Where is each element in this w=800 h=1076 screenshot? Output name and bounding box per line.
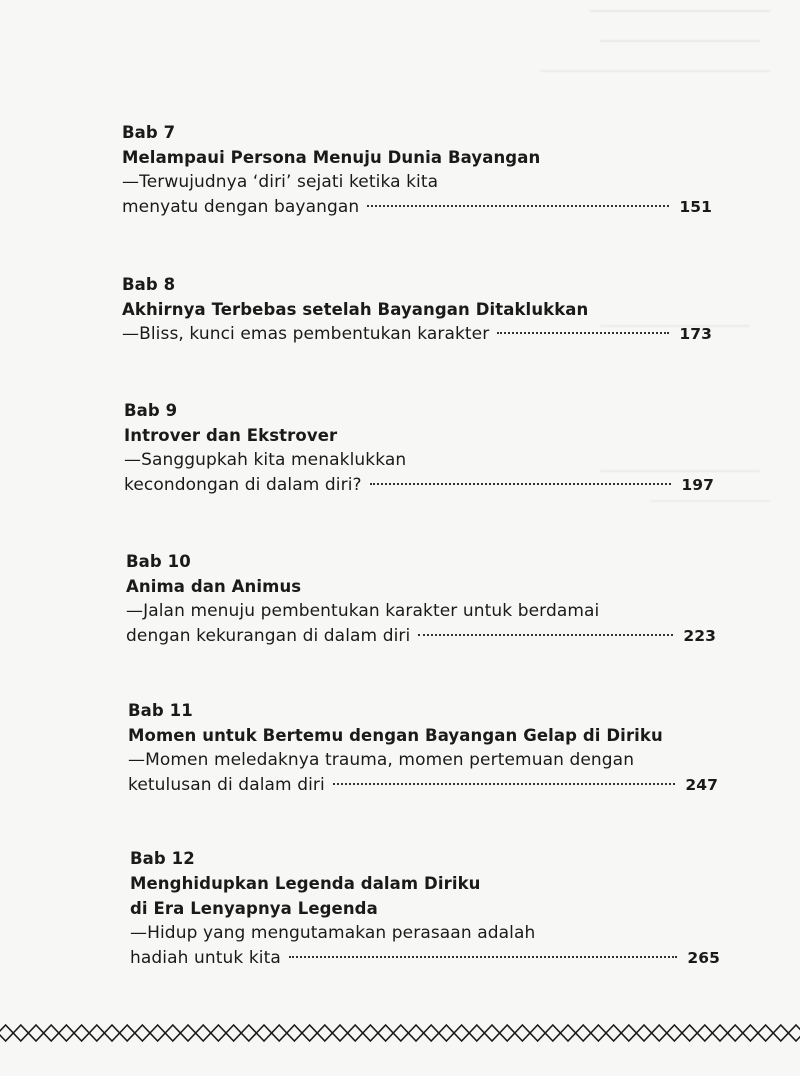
chapter-label: Bab 11 (128, 701, 193, 720)
border-diamond (332, 1025, 347, 1041)
border-diamond (758, 1025, 773, 1041)
chapter-description-end: menyatu dengan bayangan (122, 197, 360, 217)
border-diamond (74, 1025, 89, 1041)
chapter-title: Introver dan Ekstrover (124, 426, 338, 445)
border-diamond (196, 1025, 211, 1041)
bleed-through-mark (590, 10, 770, 22)
border-diamond (44, 1025, 59, 1041)
chapter-title-continued: di Era Lenyapnya Legenda (130, 899, 378, 918)
page-number: 173 (679, 325, 712, 343)
border-diamond (165, 1025, 180, 1041)
border-diamond (59, 1025, 74, 1041)
bleed-through-mark (540, 70, 770, 82)
border-diamond (743, 1025, 758, 1041)
border-diamond (135, 1025, 150, 1041)
chapter-description: —Jalan menuju pembentukan karakter untuk berdamai (126, 601, 600, 621)
chapter-description-end: —Bliss, kunci emas pembentukan karakter (122, 324, 490, 344)
chapter-label: Bab 7 (122, 123, 176, 142)
toc-entry-bab-10 (126, 549, 716, 649)
toc-line-with-page (130, 946, 720, 971)
border-diamond (606, 1025, 621, 1041)
chapter-label: Bab 12 (130, 849, 195, 868)
chapter-description: —Momen meledaknya trauma, momen pertemuan dengan (128, 750, 635, 770)
border-diamond (226, 1025, 241, 1041)
toc-entry-bab-8 (122, 272, 712, 347)
dot-leader (367, 205, 669, 207)
chapter-description-end: hadiah untuk kita (130, 948, 281, 968)
chapter-label: Bab 8 (122, 275, 176, 294)
chapter-description-end: ketulusan di dalam diri (128, 775, 325, 795)
border-diamond (408, 1025, 423, 1041)
border-diamond (89, 1025, 104, 1041)
border-diamond (530, 1025, 545, 1041)
zigzag-diamond-border-icon (0, 1022, 800, 1044)
border-diamond (728, 1025, 743, 1041)
border-diamond (393, 1025, 408, 1041)
toc-line-with-page (128, 773, 718, 798)
border-diamond (515, 1025, 530, 1041)
border-diamond (576, 1025, 591, 1041)
border-diamond (424, 1025, 439, 1041)
border-diamond (317, 1025, 332, 1041)
border-diamond (621, 1025, 636, 1041)
border-diamond (104, 1025, 119, 1041)
border-diamond (712, 1025, 727, 1041)
border-diamond (484, 1025, 499, 1041)
border-diamond (348, 1025, 363, 1041)
toc-entry-bab-7 (122, 120, 712, 220)
border-diamond (256, 1025, 271, 1041)
toc-line-with-page (122, 322, 712, 347)
border-diamond (13, 1025, 28, 1041)
border-diamond (150, 1025, 165, 1041)
toc-line-with-page (124, 473, 714, 498)
border-diamond (469, 1025, 484, 1041)
border-diamond (682, 1025, 697, 1041)
toc-line-with-page (126, 624, 716, 649)
page-number: 247 (685, 776, 718, 794)
border-diamond (211, 1025, 226, 1041)
dot-leader (418, 634, 673, 636)
dot-leader (497, 332, 669, 334)
border-diamond (287, 1025, 302, 1041)
border-diamond (500, 1025, 515, 1041)
border-diamond (454, 1025, 469, 1041)
toc-entry-bab-12 (130, 846, 720, 971)
chapter-title: Anima dan Animus (126, 577, 302, 596)
dot-leader (333, 783, 675, 785)
chapter-label: Bab 9 (124, 401, 178, 420)
page-number: 197 (681, 476, 714, 494)
chapter-description: —Sanggupkah kita menaklukkan (124, 450, 407, 470)
toc-entry-bab-9 (124, 398, 714, 498)
border-diamond (302, 1025, 317, 1041)
page-number: 223 (683, 627, 716, 645)
page-number: 151 (679, 198, 712, 216)
chapter-title: Momen untuk Bertemu dengan Bayangan Gelap di Diriku (128, 726, 663, 745)
border-diamond (667, 1025, 682, 1041)
page-number: 265 (687, 949, 720, 967)
border-diamond (652, 1025, 667, 1041)
chapter-label: Bab 10 (126, 552, 191, 571)
chapter-description: —Terwujudnya ‘diri’ sejati ketika kita (122, 172, 439, 192)
border-diamond (697, 1025, 712, 1041)
border-diamond (560, 1025, 575, 1041)
bleed-through-mark (650, 500, 770, 512)
chapter-title: Menghidupkan Legenda dalam Diriku (130, 874, 481, 893)
border-diamond (636, 1025, 651, 1041)
border-diamond (545, 1025, 560, 1041)
bleed-through-mark (600, 40, 760, 52)
dot-leader (370, 483, 672, 485)
border-diamond (773, 1025, 788, 1041)
border-diamond (0, 1025, 13, 1041)
toc-entry-bab-11 (128, 698, 718, 798)
border-diamond (28, 1025, 43, 1041)
border-diamond (180, 1025, 195, 1041)
border-diamond (439, 1025, 454, 1041)
chapter-title: Melampaui Persona Menuju Dunia Bayangan (122, 148, 541, 167)
chapter-description: —Hidup yang mengutamakan perasaan adalah (130, 923, 536, 943)
toc-line-with-page (122, 195, 712, 220)
border-diamond (363, 1025, 378, 1041)
border-diamond (120, 1025, 135, 1041)
chapter-title: Akhirnya Terbebas setelah Bayangan Ditaklukkan (122, 300, 589, 319)
chapter-description-end: dengan kekurangan di dalam diri (126, 626, 411, 646)
border-diamond (591, 1025, 606, 1041)
border-diamond (272, 1025, 287, 1041)
dot-leader (289, 956, 677, 958)
chapter-description-end: kecondongan di dalam diri? (124, 475, 362, 495)
border-diamond (241, 1025, 256, 1041)
border-diamond (788, 1025, 800, 1041)
border-diamond (378, 1025, 393, 1041)
